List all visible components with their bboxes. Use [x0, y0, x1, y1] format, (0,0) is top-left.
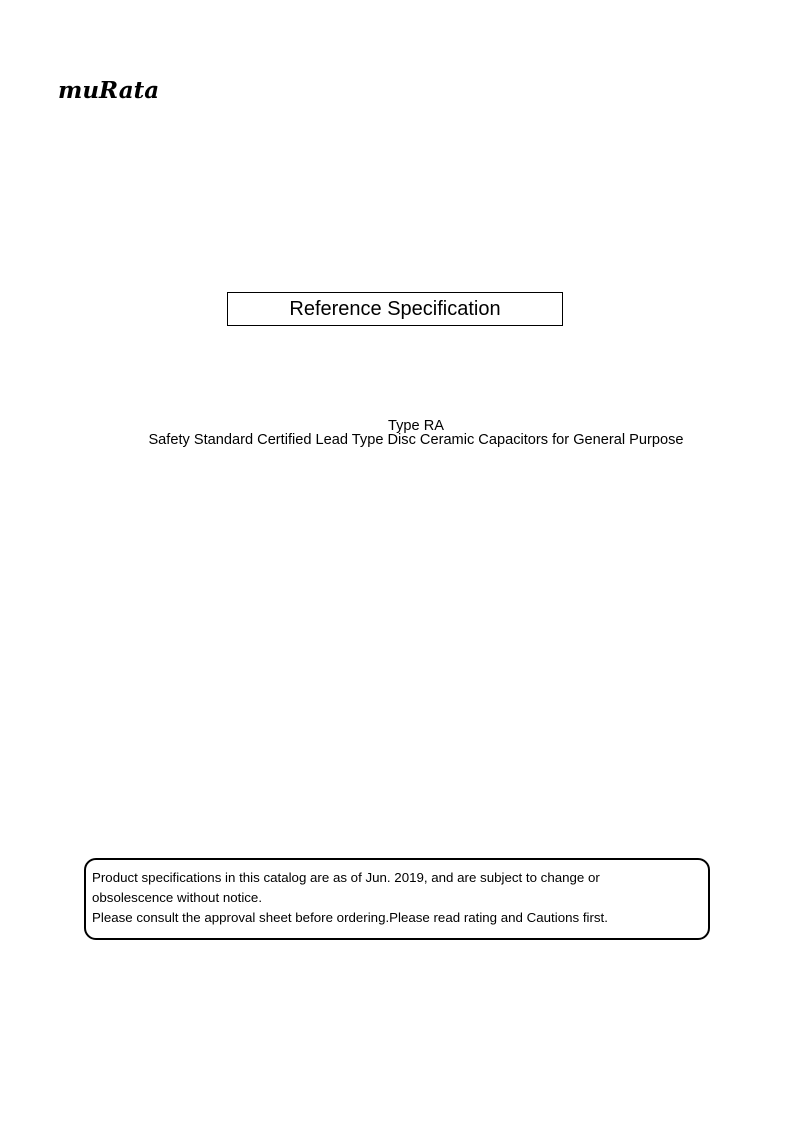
- notice-line-1: Product specifications in this catalog are as of Jun. 2019, and are subject to change or: [92, 870, 600, 885]
- notice-box: [84, 858, 710, 940]
- murata-logo: [58, 74, 158, 104]
- product-description: Safety Standard Certified Lead Type Disc Ceramic Capacitors for General Purpose: [148, 432, 684, 448]
- murata-logo-graphic: [58, 74, 158, 104]
- document-title: Reference Specification: [289, 298, 501, 320]
- logo-wordmark: muRata: [58, 77, 160, 104]
- product-type: Type RA: [388, 418, 444, 434]
- title-box: [227, 292, 563, 326]
- notice-line-3: Please consult the approval sheet before ordering.Please read rating and Cautions first.: [92, 910, 608, 925]
- notice-line-2: obsolescence without notice.: [92, 890, 263, 905]
